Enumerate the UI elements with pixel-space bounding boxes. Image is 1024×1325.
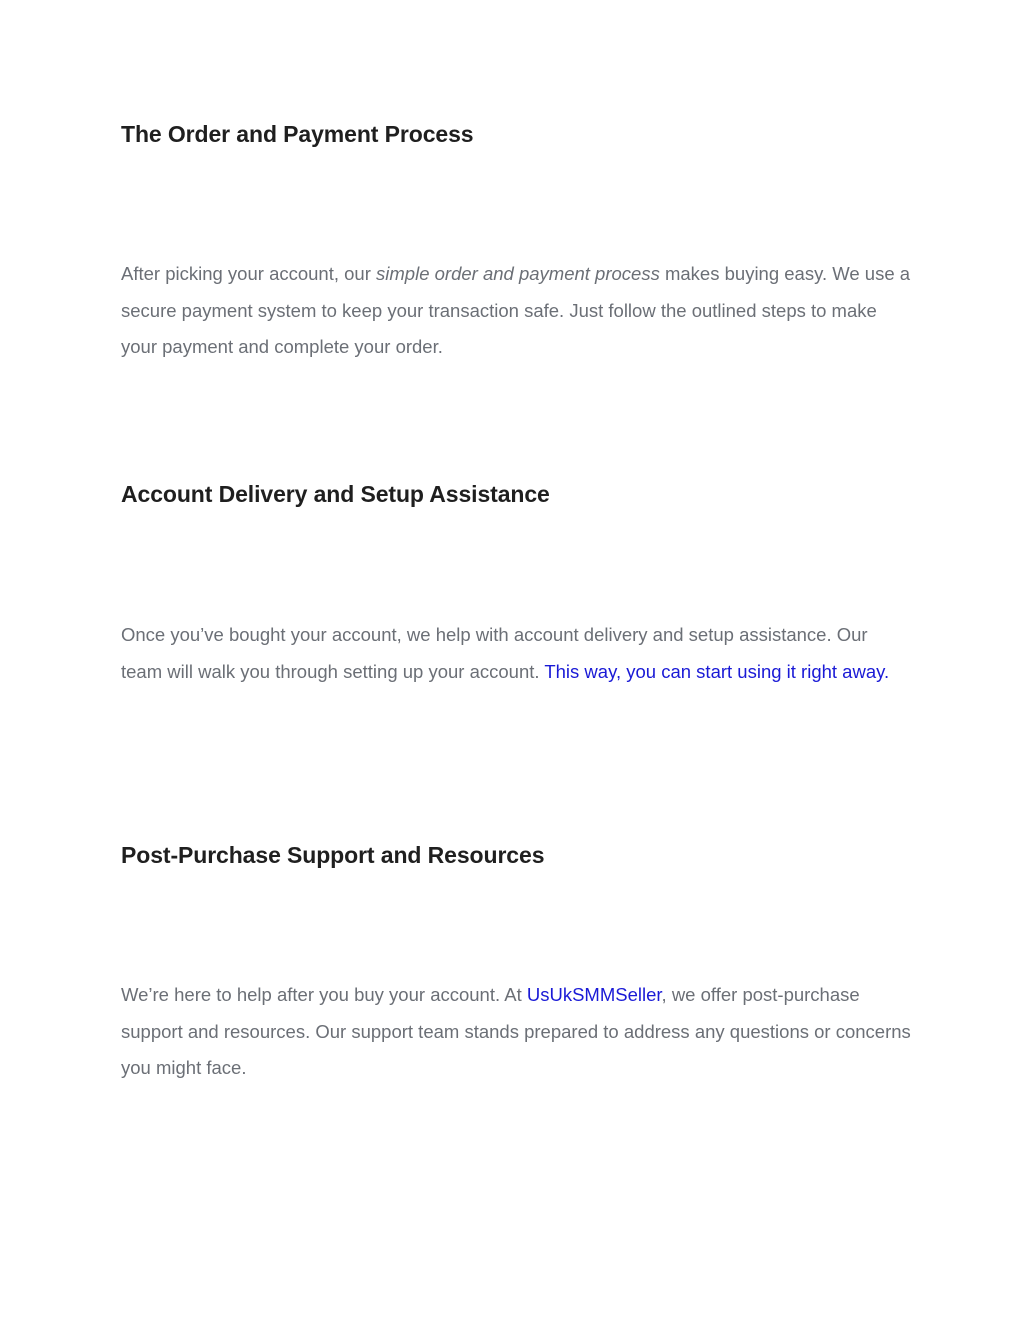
emphasized-text: simple order and payment process — [376, 263, 660, 284]
start-using-link[interactable]: This way, you can start using it right away — [544, 660, 884, 682]
paragraph-text: Once you’ve bought your account, we help with account delivery and setup assistance. Our team will walk you through setting up your account. — [121, 624, 868, 682]
usuksmmseller-link[interactable]: UsUkSMMSeller — [526, 984, 662, 1005]
section-paragraph-account-delivery — [121, 617, 911, 690]
section-heading-account-delivery: Account Delivery and Setup Assistance — [121, 481, 550, 507]
section-paragraph-post-purchase — [121, 977, 911, 1087]
paragraph-text: , we offer post-purchase support and resources. Our support team stands prepared to address any questions or concerns you might face. — [121, 984, 911, 1078]
paragraph-text: makes buying easy. We use a secure payment system to keep your transaction safe. Just follow the outlined steps to make your payment and complete your order. — [121, 263, 911, 357]
section-heading-post-purchase: Post-Purchase Support and Resources — [121, 842, 545, 868]
paragraph-text: After picking your account, our — [121, 263, 377, 284]
link-period: . — [884, 660, 890, 682]
paragraph-text: We’re here to help after you buy your account. At — [121, 984, 527, 1005]
section-paragraph-order-payment — [121, 256, 911, 366]
section-heading-order-payment: The Order and Payment Process — [121, 121, 474, 147]
